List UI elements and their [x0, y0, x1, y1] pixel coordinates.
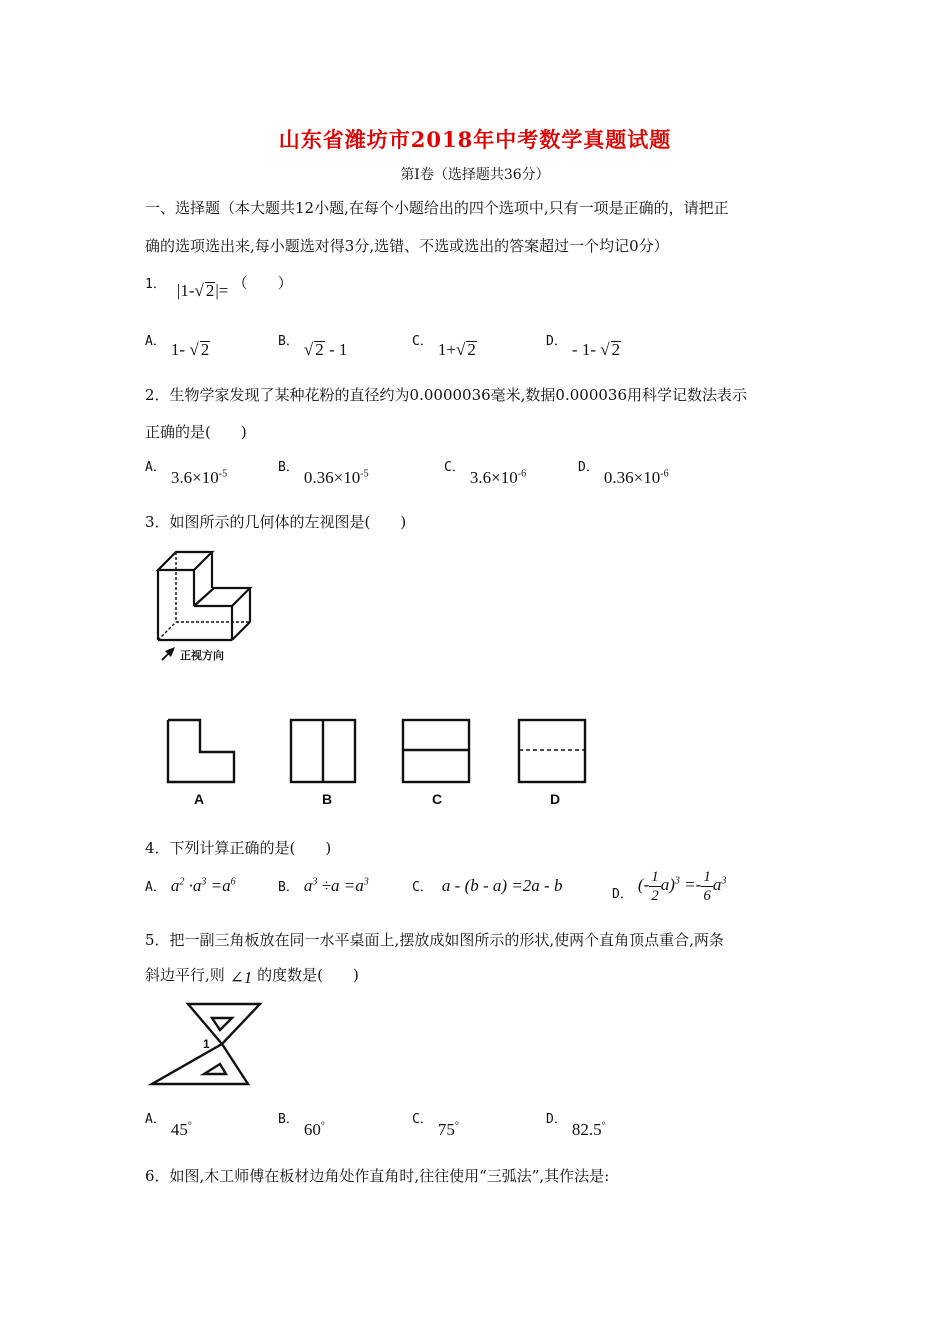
q5-stem-line1: 5．把一副三角板放在同一水平桌面上,摆放成如图所示的形状,使两个直角顶点重合,两条 — [145, 931, 724, 949]
page-title: 山东省潍坊市2018年中考数学真题试题 — [278, 127, 672, 152]
q5-stem-line2: 斜边平行,则 ∠1 的度数是( ) — [145, 966, 359, 987]
q3-stem: 3．如图所示的几何体的左视图是( ) — [145, 513, 407, 531]
q3-option-a-shape — [168, 720, 234, 782]
upper-triangle — [188, 1004, 260, 1044]
q2-option-b[interactable]: B． $0.36\times 10^{-5}$ — [278, 460, 369, 487]
q1-number: 1． — [145, 277, 166, 292]
q4-option-a[interactable]: A． $a^2 \cdot a^3 =a^6$ — [145, 876, 236, 895]
section-instruction-line2: 确的选项选出来,每小题选对得3分,选错、不选或选出的答案超过一个均记0分） — [145, 237, 669, 255]
q3-option-b-label[interactable]: B — [321, 791, 333, 807]
q4-stem: 4．下列计算正确的是( ) — [145, 839, 332, 857]
q5-triangle-figure — [148, 1000, 266, 1092]
q6-stem: 6．如图,木工师傅在板材边角处作直角时,往往使用“三弧法”,其作法是: — [145, 1167, 610, 1185]
q2-option-c[interactable]: C． $3.6\times 10^{-6}$ — [444, 460, 527, 487]
q3-option-d-shape — [519, 720, 585, 782]
q3-solid-figure — [150, 548, 260, 666]
q2-option-a[interactable]: A． $3.6\times 10^{-5}$ — [145, 460, 228, 487]
lower-triangle — [152, 1044, 248, 1084]
section-instruction-line1: 一、选择题（本大题共12小题,在每个小题给出的四个选项中,只有一项是正确的，请把正 — [145, 199, 729, 217]
q5-option-d[interactable]: D． 82.5° — [546, 1112, 606, 1139]
q1-option-c[interactable]: C． 1+√ 2 — [412, 334, 476, 359]
q2-option-d[interactable]: D． $0.36\times 10^{-6}$ — [578, 460, 669, 487]
q5-option-b[interactable]: B． 60° — [278, 1112, 325, 1139]
q1-option-b[interactable]: B． √ 2 - 1 — [278, 334, 348, 359]
q4-option-c[interactable]: C． a - (b - a) =2a - b — [412, 876, 563, 895]
q2-stem-line2: 正确的是( ) — [145, 423, 247, 441]
q3-direction-label: 正视方向 — [180, 650, 224, 662]
q4-option-d[interactable]: $_{D.}$ (- $\frac{1}{2}$ a)$^3$ =- $\frac{1}{6}$ $a^3$ — [612, 869, 727, 904]
q1-option-d[interactable]: D． - 1- √ 2 — [546, 334, 621, 359]
q1-expression: |1-√ 2|= — [176, 281, 229, 300]
page-subtitle: 第Ⅰ卷（选择题共36分） — [400, 167, 550, 183]
q1-paren: （ ） — [232, 274, 293, 292]
question-1 — [145, 272, 293, 300]
q3-option-d-label[interactable]: D — [549, 791, 561, 807]
q5-option-a[interactable]: A． 45° — [145, 1112, 192, 1139]
angle-symbol: ∠1 — [229, 968, 253, 987]
angle-1-label: 1 — [203, 1037, 210, 1051]
q3-option-c-label[interactable]: C — [431, 791, 443, 807]
q1-option-a[interactable]: A． 1- √ 2 — [145, 334, 210, 359]
q2-stem-line1: 2．生物学家发现了某种花粉的直径约为0.0000036毫米,数据0.000036用科学记数法表示 — [145, 386, 748, 404]
q3-options-figure — [160, 716, 600, 808]
q4-option-b[interactable]: B． $a^3 \div a =a^3$ — [278, 876, 369, 895]
q3-option-a-label[interactable]: A — [193, 791, 205, 807]
q5-option-c[interactable]: C． 75° — [412, 1112, 459, 1139]
